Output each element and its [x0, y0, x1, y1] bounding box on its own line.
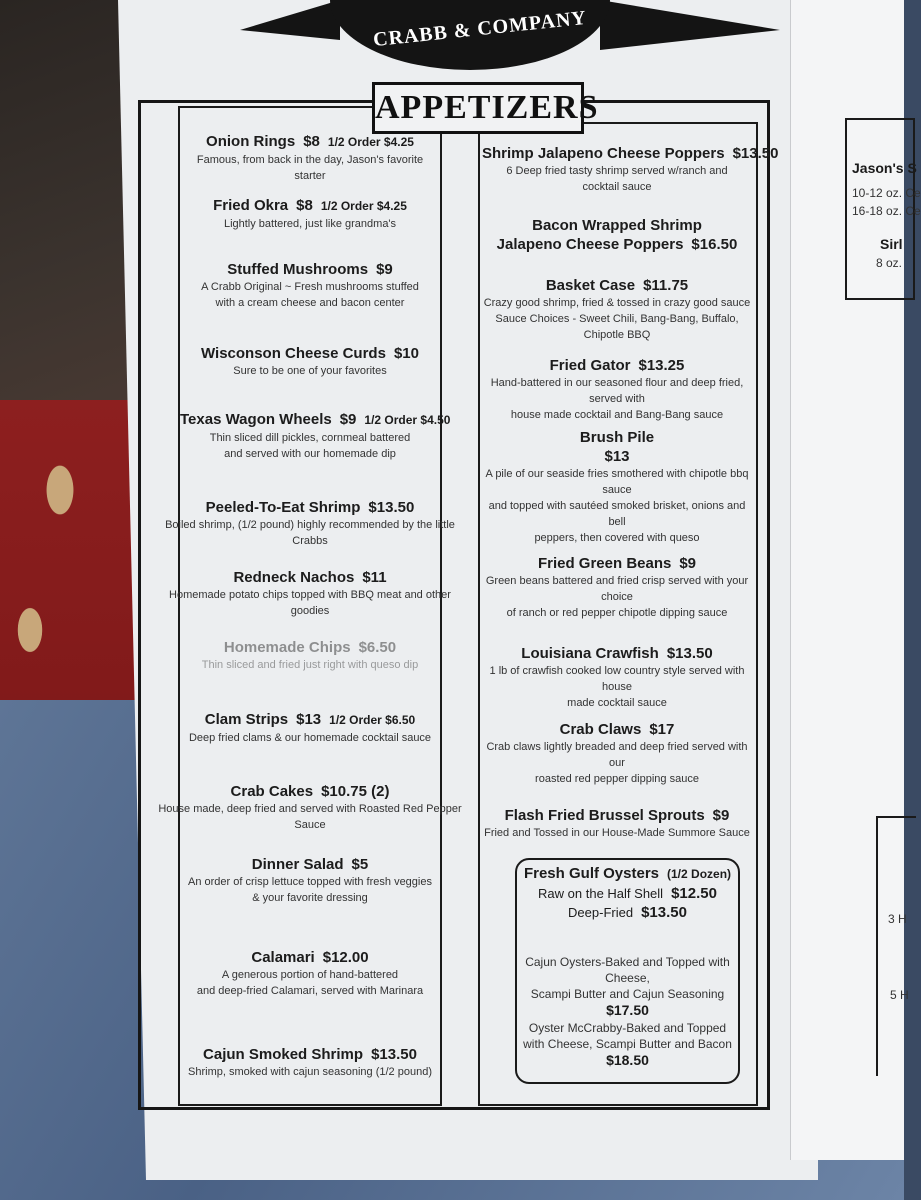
- oysters-mccrabby-desc: Oyster McCrabby-Baked and Topped: [528, 1021, 727, 1035]
- item-price: $13.50: [732, 145, 779, 162]
- oysters-section: [517, 864, 738, 922]
- menu-item: [482, 216, 752, 254]
- item-price: $13: [604, 448, 630, 465]
- logo-sunburst-right: [600, 0, 780, 50]
- menu-item: [482, 644, 752, 711]
- item-price: $9: [712, 807, 730, 824]
- item-description: 6 Deep fried tasty shrimp served w/ranch and: [506, 165, 728, 177]
- next-page-line: 10-12 oz. Ce: [852, 186, 921, 200]
- next-page-heading: Sirl: [880, 236, 903, 252]
- item-half-order: 1/2 Order $4.50: [364, 413, 451, 427]
- item-name: Bacon Wrapped Shrimp: [532, 217, 702, 234]
- menu-item: [180, 132, 440, 184]
- item-description: A Crabb Original ~ Fresh mushrooms stuffed: [201, 281, 419, 293]
- menu-item: [482, 276, 752, 343]
- item-half-order: 1/2 Order $4.25: [320, 199, 407, 213]
- item-description: A pile of our seaside fries smothered with chipotle bbq sauce: [485, 468, 749, 496]
- item-price: $10.75 (2): [321, 783, 390, 800]
- item-price: $13.50: [666, 645, 713, 662]
- item-name: Redneck Nachos: [233, 569, 355, 586]
- item-price: $5: [351, 856, 369, 873]
- item-price: $13.50: [368, 499, 415, 516]
- item-price: $17: [649, 721, 675, 738]
- item-name: Cajun Smoked Shrimp: [203, 1046, 364, 1063]
- oysters-cajun-price: $17.50: [606, 1002, 649, 1018]
- item-price: $9: [679, 555, 697, 572]
- oysters-title-note: (1/2 Dozen): [667, 867, 732, 881]
- item-price: $11: [362, 569, 387, 586]
- item-name: Fried Green Beans: [537, 555, 672, 572]
- item-description: Boiled shrimp, (1/2 pound) highly recommended by the little Crabbs: [165, 519, 455, 547]
- item-price: $11.75: [643, 277, 689, 294]
- item-name: Clam Strips: [204, 711, 289, 728]
- item-description: Green beans battered and fried crisp served with your choice: [485, 575, 749, 603]
- item-name: Onion Rings: [206, 133, 296, 150]
- item-name-line2: Jalapeno Cheese Poppers: [496, 236, 684, 253]
- oysters-fried-price: $13.50: [641, 904, 687, 921]
- oysters-raw-price: $12.50: [671, 885, 717, 902]
- item-name: Basket Case: [545, 277, 636, 294]
- item-name: Stuffed Mushrooms: [227, 261, 369, 278]
- menu-item: [160, 1045, 460, 1080]
- menu-item: [180, 260, 440, 311]
- item-description: made cocktail sauce: [567, 697, 667, 709]
- menu-item: [160, 855, 460, 906]
- item-name: Crab Claws: [559, 721, 642, 738]
- menu-item: [482, 806, 752, 841]
- menu-item: [482, 720, 752, 787]
- item-description: peppers, then covered with queso: [534, 532, 700, 544]
- next-page-line: 8 oz.: [876, 256, 903, 270]
- item-name: Fried Gator: [549, 357, 631, 374]
- next-page-heading: Jason's S: [852, 160, 917, 176]
- oysters-cajun-desc: Scampi Butter and Cajun Seasoning: [530, 987, 725, 1001]
- item-description: Famous, from back in the day, Jason's favorite starter: [196, 154, 424, 182]
- item-name: Louisiana Crawfish: [521, 645, 659, 662]
- item-description: Thin sliced dill pickles, cornmeal battered: [209, 432, 411, 444]
- item-name: Crab Cakes: [230, 783, 314, 800]
- item-description: Crab claws lightly breaded and deep fried served with our: [486, 741, 748, 769]
- item-description: of ranch or red pepper chipotle dipping sauce: [506, 607, 728, 619]
- brand-name: CRABB & COMPANY: [372, 6, 588, 52]
- item-price: $12.00: [322, 949, 369, 966]
- item-description: Crazy good shrimp, fried & tossed in crazy good sauce: [483, 297, 751, 309]
- item-name: Flash Fried Brussel Sprouts: [504, 807, 705, 824]
- logo-sunburst-left: [240, 0, 340, 40]
- oysters-mccrabby-desc: with Cheese, Scampi Butter and Bacon: [523, 1037, 732, 1051]
- item-name: Wisconson Cheese Curds: [201, 345, 386, 362]
- item-price: $9: [339, 411, 357, 428]
- item-description: house made cocktail and Bang-Bang sauce: [510, 409, 724, 421]
- oysters-raw: Raw on the Half Shell: [538, 886, 664, 901]
- item-name: Dinner Salad: [251, 856, 344, 873]
- item-description: and served with our homemade dip: [224, 448, 396, 460]
- item-name: Fried Okra: [213, 197, 289, 214]
- item-price: $8: [303, 133, 320, 150]
- item-description: Homemade potato chips topped with BBQ meat and other goodies: [169, 589, 451, 617]
- item-name: Shrimp Jalapeno Cheese Poppers: [482, 145, 725, 162]
- item-description: Sure to be one of your favorites: [233, 365, 387, 377]
- item-name: Homemade Chips: [223, 639, 351, 656]
- item-description: cocktail sauce: [582, 181, 652, 193]
- item-description: with a cream cheese and bacon center: [215, 297, 405, 309]
- item-description: roasted red pepper dipping sauce: [535, 773, 699, 785]
- next-page-line: 16-18 oz. Ce: [852, 204, 921, 218]
- menu-item: [160, 498, 460, 549]
- menu-item: [180, 638, 440, 673]
- menu-item: [180, 410, 451, 462]
- menu-item: [482, 554, 752, 621]
- item-price: $10: [393, 345, 419, 362]
- item-description: and deep-fried Calamari, served with Marinara: [196, 985, 424, 997]
- oysters-cajun-desc: Cajun Oysters-Baked and Topped with Cheese,: [525, 955, 730, 985]
- item-price: $13.25: [638, 357, 685, 374]
- item-description: An order of crisp lettuce topped with fresh veggies: [188, 876, 432, 888]
- item-price: $13: [296, 711, 322, 728]
- item-half-order: 1/2 Order $6.50: [329, 713, 416, 727]
- menu-item: [160, 568, 460, 619]
- oysters-cajun: [517, 954, 738, 1019]
- oysters-title: Fresh Gulf Oysters: [523, 865, 660, 882]
- item-price: $8: [296, 197, 313, 214]
- item-price: $16.50: [691, 236, 738, 253]
- oysters-mccrabby: [517, 1020, 738, 1069]
- item-description: Fried and Tossed in our House-Made Summore Sauce: [484, 827, 750, 839]
- menu-item: [482, 428, 752, 546]
- item-name: Texas Wagon Wheels: [180, 411, 332, 428]
- oysters-fried: Deep-Fried: [568, 905, 634, 920]
- item-price: $6.50: [358, 639, 397, 656]
- item-description: 1 lb of crawfish cooked low country style served with house: [489, 665, 745, 693]
- item-description: House made, deep fried and served with Roasted Red Pepper Sauce: [158, 803, 462, 831]
- section-title: APPETIZERS: [375, 89, 599, 126]
- item-half-order: 1/2 Order $4.25: [327, 135, 414, 149]
- menu-item: [482, 356, 752, 423]
- item-price: $13.50: [371, 1046, 417, 1063]
- item-description: and topped with sautéed smoked brisket, onions and bell: [488, 500, 746, 528]
- oysters-mccrabby-price: $18.50: [606, 1052, 649, 1068]
- menu-item: [180, 344, 440, 379]
- next-page-line: 5 H: [890, 988, 909, 1002]
- menu-item: [180, 196, 440, 232]
- item-name: Calamari: [251, 949, 315, 966]
- item-description: Lightly battered, just like grandma's: [223, 218, 397, 230]
- next-page-line: 3 H: [888, 912, 907, 926]
- item-description: Deep fried clams & our homemade cocktail sauce: [188, 732, 432, 744]
- menu-item: [160, 948, 460, 999]
- item-description: Shrimp, smoked with cajun seasoning (1/2 pound): [188, 1066, 432, 1078]
- item-description: Sauce Choices - Sweet Chili, Bang-Bang, Buffalo, Chipotle BBQ: [495, 313, 739, 341]
- item-description: A generous portion of hand-battered: [221, 969, 399, 981]
- menu-item: [180, 710, 440, 746]
- item-description: Hand-battered in our seasoned flour and deep fried, served with: [490, 377, 744, 405]
- item-name: Peeled-To-Eat Shrimp: [205, 499, 361, 516]
- next-page-panel-2: [876, 816, 916, 1076]
- item-description: & your favorite dressing: [252, 892, 368, 904]
- item-name: Brush Pile: [579, 429, 655, 446]
- item-price: $9: [376, 261, 393, 278]
- item-description: Thin sliced and fried just right with queso dip: [201, 659, 419, 671]
- menu-item: [482, 144, 779, 195]
- section-title-box: [372, 82, 599, 134]
- menu-item: [155, 782, 465, 833]
